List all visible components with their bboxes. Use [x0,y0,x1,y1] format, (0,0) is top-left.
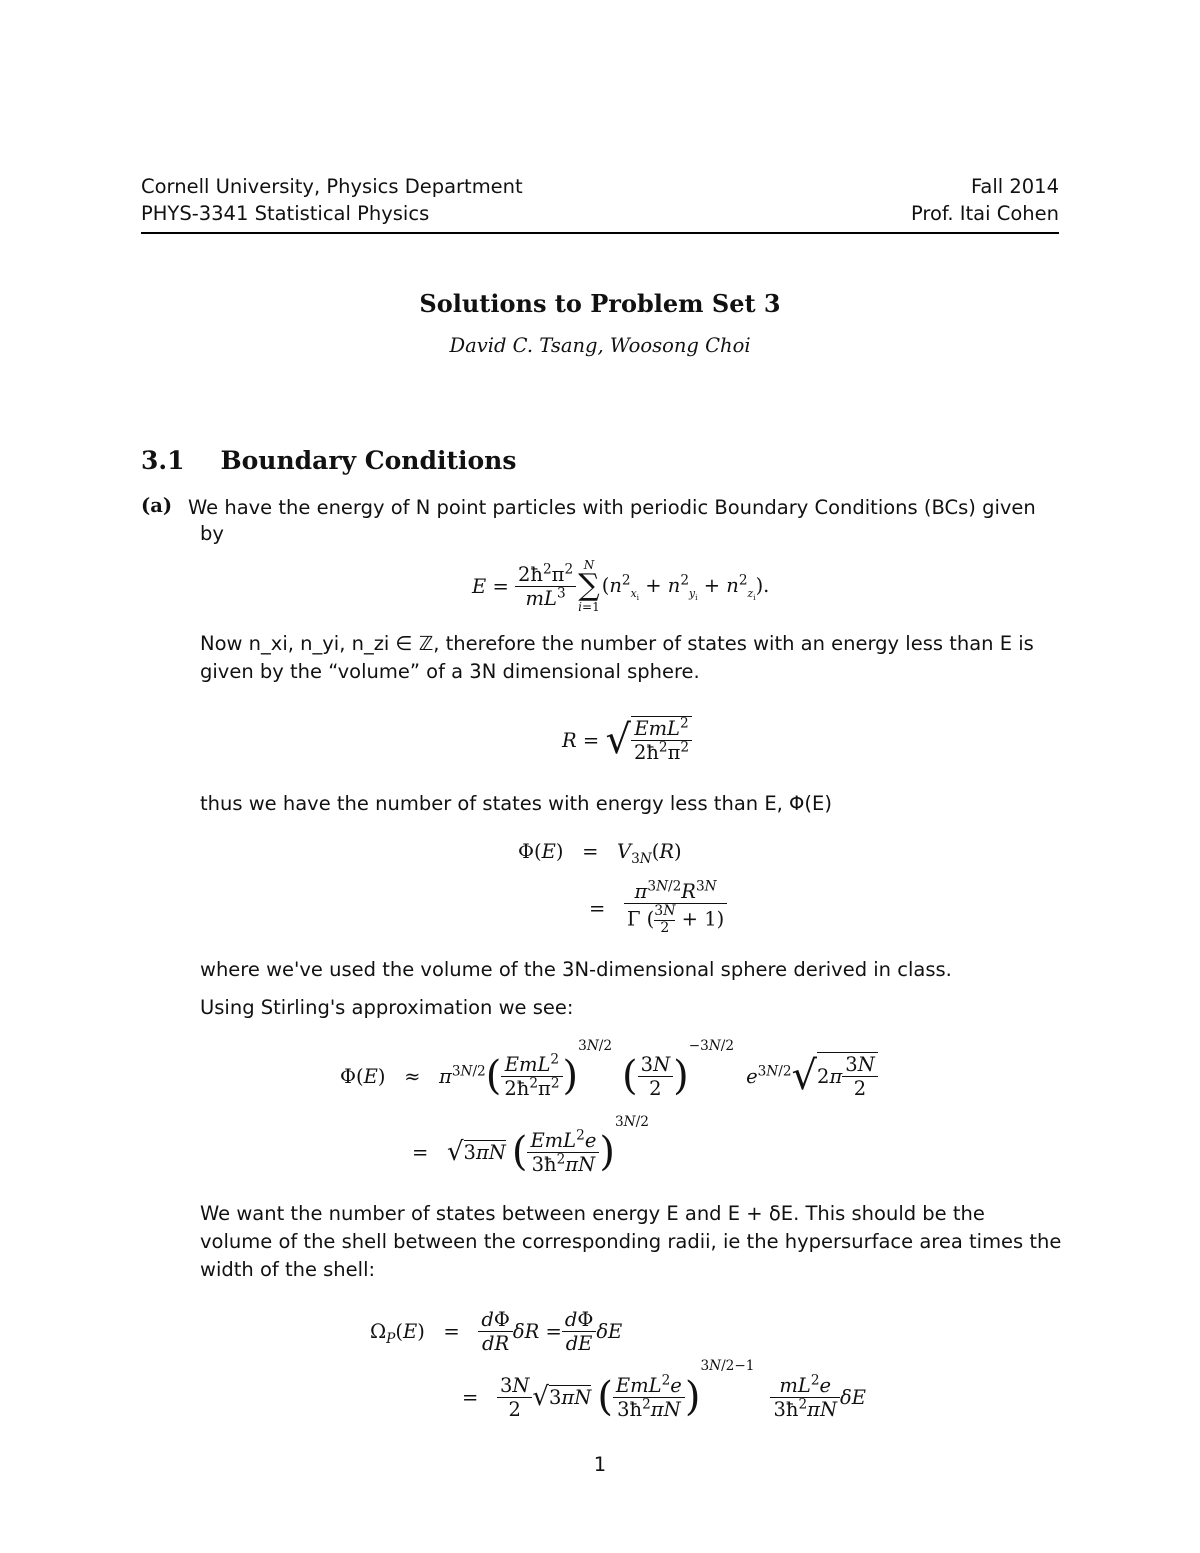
thus-line: thus we have the number of states with energy less than E, Φ(E) [200,792,832,815]
header-instructor: Prof. Itai Cohen [910,202,1059,225]
equation-stirling-1: $\Phi(E) \approx \pi^{3N/2}$ ( $\frac{EmL^2}{2ħ^2\pi^2}$ ) 3N/2 ( $\frac{3N}{2}$ ) −3N/2 $e^{3N/2}$ √ 2 π $\frac{3N}{2}$ [340,1040,878,1112]
section-heading [141,446,516,475]
now-line-2: given by the “volume” of a 3N dimensional sphere. [200,660,700,683]
equation-phi-volume: $\Phi(E) = V_{3N}(R)$ [518,840,682,867]
equation-radius: R = √ $\frac{EmL^2}{2ħ^2\pi^2}$ [562,706,692,774]
section-title: Boundary Conditions [220,446,517,475]
now-line-1: Now n_xi, n_yi, n_zi ∈ ℤ, therefore the number of states with an energy less than E is [200,632,1034,655]
section-number: 3.1 [141,446,185,475]
header-term: Fall 2014 [970,175,1059,198]
header-course: PHYS-3341 Statistical Physics [141,202,430,225]
part-a-label: (a) [141,494,173,517]
shell-line-1: We want the number of states between energy E and E + δE. This should be the [200,1202,985,1225]
equation-energy: E = $\frac{2ħ^2\pi^2}{mL^3}$ N ∑ i=1 $(n^2_{x_i} + n^2_{y_i} + n^2_{z_i})$. [472,558,770,614]
equation-stirling-2: = √ 3πN ( $\frac{EmL^2e}{3ħ^2\pi N}$ ) 3N/2 [412,1114,649,1176]
page-title: Solutions to Problem Set 3 [419,289,781,318]
shell-line-2: volume of the shell between the corresponding radii, ie the hypersurface area times the [200,1230,1062,1253]
authors: David C. Tsang, Woosong Choi [449,334,751,357]
page-number: 1 [593,1453,607,1476]
header-rule [141,232,1059,234]
equation-omega-1: $\Omega_P(E)$ = $\frac{d\Phi}{dR}$ δR = $\frac{d\Phi}{dE}$ δE [370,1307,623,1355]
intro-line-2: by [200,522,224,545]
intro-line-1: We have the energy of N point particles with periodic Boundary Conditions (BCs) given [188,496,1036,519]
shell-line-3: width of the shell: [200,1258,376,1281]
equation-phi-gamma: = $\pi^{3N/2}R^{3N}$ Γ ( $\frac{3N}{2}$ + 1) [589,872,727,944]
equation-omega-2: = $\frac{3N}{2}$ √ 3πN ( $\frac{EmL^2e}{3ħ^2\pi N}$ ) 3N/2−1 $\frac{mL^2e}{3ħ^2\pi N}$ δE [462,1358,866,1421]
header-institution: Cornell University, Physics Department [141,175,523,198]
stirling-line: Using Stirling's approximation we see: [200,996,574,1019]
where-line: where we've used the volume of the 3N-dimensional sphere derived in class. [200,958,952,981]
